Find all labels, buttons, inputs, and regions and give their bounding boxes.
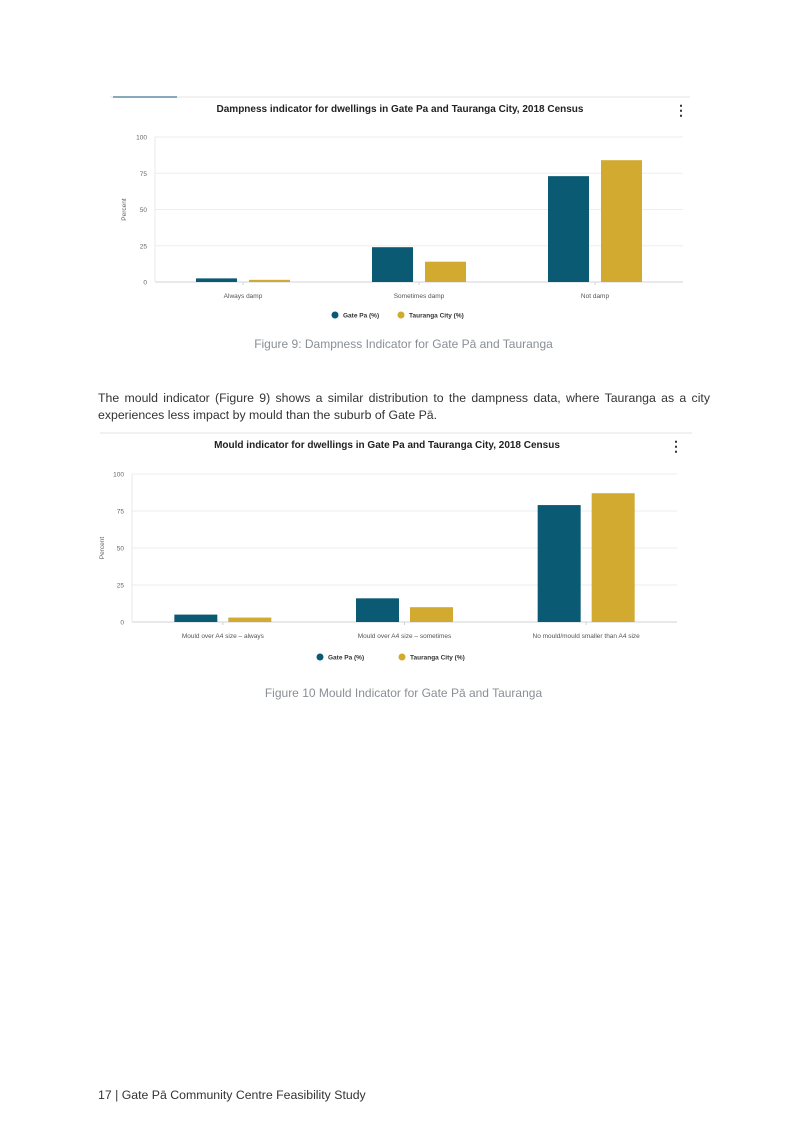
bar-gate-pa: [174, 615, 217, 622]
y-tick-label: 100: [113, 471, 124, 479]
y-tick-label: 50: [116, 545, 124, 553]
menu-icon[interactable]: ⋮: [669, 438, 683, 454]
bar-gate-pa: [356, 598, 399, 622]
x-tick-label: Always damp: [223, 293, 263, 300]
bar-tauranga-city: [228, 618, 271, 622]
legend-label[interactable]: Tauranga City (%): [409, 312, 464, 320]
bar-gate-pa: [372, 247, 413, 282]
menu-icon[interactable]: ⋮: [674, 102, 688, 118]
mould-chart-svg: [94, 432, 698, 672]
x-tick-label: Not damp: [580, 293, 610, 300]
y-tick-label: 75: [139, 170, 147, 178]
bar-tauranga-city: [601, 160, 642, 282]
legend-marker: [332, 312, 339, 319]
bar-tauranga-city: [410, 607, 453, 622]
bar-tauranga-city: [249, 280, 290, 282]
legend-label[interactable]: Gate Pa (%): [328, 654, 365, 662]
bar-gate-pa: [548, 176, 589, 282]
bar-tauranga-city: [592, 493, 635, 622]
mould-chart: [94, 432, 698, 672]
page-footer: 17 | Gate Pā Community Centre Feasibility Study: [98, 1088, 366, 1102]
x-tick-label: Sometimes damp: [393, 293, 445, 300]
y-tick-label: 0: [120, 619, 124, 627]
bar-tauranga-city: [425, 262, 466, 282]
bar-gate-pa: [538, 505, 581, 622]
figure-9-caption: Figure 9: Dampness Indicator for Gate Pā and Tauranga: [254, 337, 553, 351]
y-axis-label: Percent: [99, 536, 106, 560]
legend-label[interactable]: Gate Pa (%): [343, 312, 380, 320]
bar-gate-pa: [196, 278, 237, 282]
legend-marker: [317, 654, 324, 661]
x-tick-label: Mould over A4 size – sometimes: [357, 633, 452, 640]
y-tick-label: 25: [139, 243, 147, 251]
y-tick-label: 100: [136, 134, 147, 142]
y-axis-label: Percent: [121, 198, 128, 221]
figure-10-caption: Figure 10 Mould Indicator for Gate Pā and Tauranga: [264, 686, 543, 700]
legend-marker: [398, 312, 405, 319]
chart-title: Mould indicator for dwellings in Gate Pa and Tauranga City, 2018 Census: [214, 440, 560, 451]
chart-title: Dampness indicator for dwellings in Gate Pa and Tauranga City, 2018 Census: [216, 104, 584, 115]
legend-label[interactable]: Tauranga City (%): [410, 654, 465, 662]
y-tick-label: 75: [116, 508, 124, 516]
legend-marker: [399, 654, 406, 661]
y-tick-label: 0: [143, 279, 147, 287]
x-tick-label: No mould/mould smaller than A4 size: [532, 633, 640, 640]
dampness-chart: [100, 95, 696, 327]
x-tick-label: Mould over A4 size – always: [181, 633, 264, 640]
y-tick-label: 50: [139, 207, 147, 214]
body-paragraph: The mould indicator (Figure 9) shows a similar distribution to the dampness data, where Tauranga as a city experiences less impact by mould than the suburb of Gate Pā.: [98, 391, 710, 422]
dampness-chart-svg: [100, 95, 696, 327]
y-tick-label: 25: [116, 582, 124, 590]
